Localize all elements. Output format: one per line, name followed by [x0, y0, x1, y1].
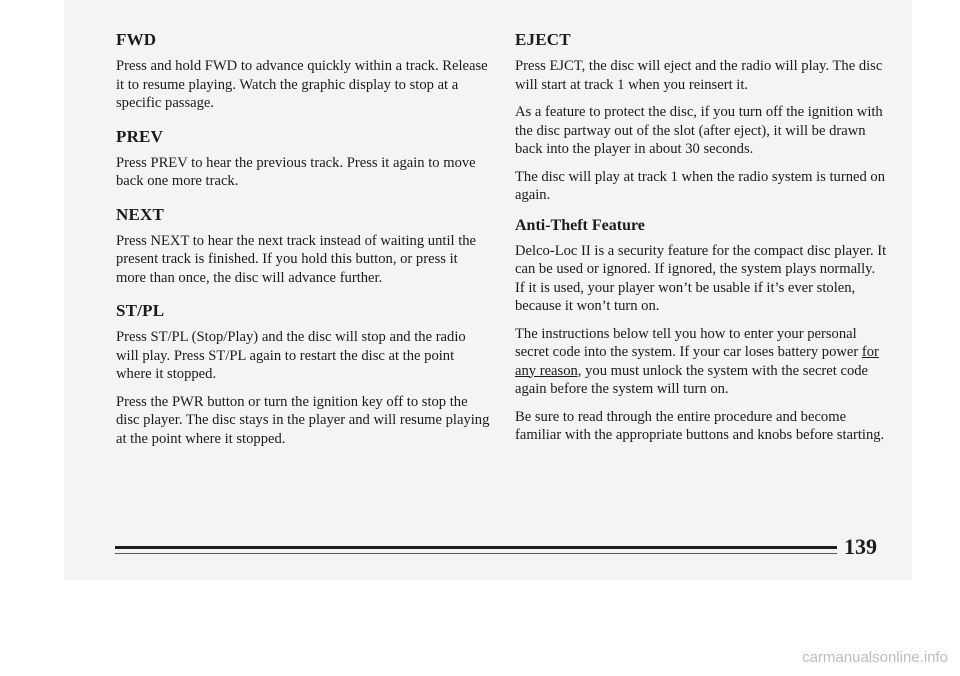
- right-column: [515, 30, 887, 459]
- section-next: [116, 205, 491, 288]
- paragraph-prev: Press PREV to hear the previous track. Press it again to move back one more track.: [116, 154, 476, 189]
- paragraph-anti-theft-1: Delco-Loc II is a security feature for the compact disc player. It can be used or ignored. If ignored, the system plays normally. If it is used, your player won’t be usable if it’s ever stolen, because it won’t turn on.: [515, 242, 887, 314]
- paragraph-anti-theft-2-end: you must unlock the system with the secret code again before the system will turn on.: [515, 362, 869, 397]
- paragraph-next: Press NEXT to hear the next track instead of waiting until the present track is finished. If you hold this button, or press it more than once, the disc will advance further.: [116, 232, 477, 286]
- paragraph-anti-theft-2: [515, 325, 887, 399]
- paragraph-stpl-1: Press ST/PL (Stop/Play) and the disc will stop and the radio will play. Press ST/PL again to restart the disc at the point where it stopped.: [116, 329, 466, 382]
- paragraph-stpl-2: Press the PWR button or turn the ignition key off to stop the disc player. The disc stays in the player and will resume playing at the point where it stopped.: [116, 393, 490, 447]
- footer-rule-thin: [115, 553, 837, 554]
- heading-fwd: FWD: [116, 30, 157, 49]
- paragraph-eject-2: As a feature to protect the disc, if you turn off the ignition with the disc partway out of the slot (after eject), it will be drawn back into the player in about 30 seconds.: [515, 104, 883, 157]
- section-fwd: [116, 30, 491, 113]
- paragraph-eject-3: The disc will play at track 1 when the radio system is turned on again.: [515, 168, 886, 203]
- section-eject: [515, 30, 887, 205]
- section-stpl: [116, 301, 491, 448]
- paragraph-anti-theft-3: Be sure to read through the entire procedure and become familiar with the appropriate buttons and knobs before starting.: [515, 408, 885, 443]
- heading-eject: EJECT: [515, 30, 571, 49]
- footer-rule-thick: [115, 546, 837, 549]
- underlined-phrase: for any reason,: [515, 344, 879, 379]
- page-number: 139: [844, 534, 877, 559]
- heading-next: NEXT: [116, 204, 165, 224]
- heading-anti-theft: Anti-Theft Feature: [515, 216, 645, 234]
- heading-stpl: ST/PL: [116, 301, 165, 320]
- left-column: [116, 30, 491, 462]
- paragraph-eject-1: Press EJCT, the disc will eject and the radio will play. The disc will start at track 1 when you reinsert it.: [515, 58, 883, 93]
- paragraph-fwd: Press and hold FWD to advance quickly within a track. Release it to resume playing. Watch the graphic display to stop at a specific passage.: [116, 58, 488, 111]
- watermark: carmanualsonline.info: [802, 649, 948, 666]
- section-anti-theft: [515, 217, 887, 445]
- section-prev: [116, 127, 491, 191]
- paragraph-anti-theft-2-start: The instructions below tell you how to enter your personal secret code into the system. If your car loses battery power: [515, 325, 862, 360]
- heading-prev: PREV: [116, 126, 164, 146]
